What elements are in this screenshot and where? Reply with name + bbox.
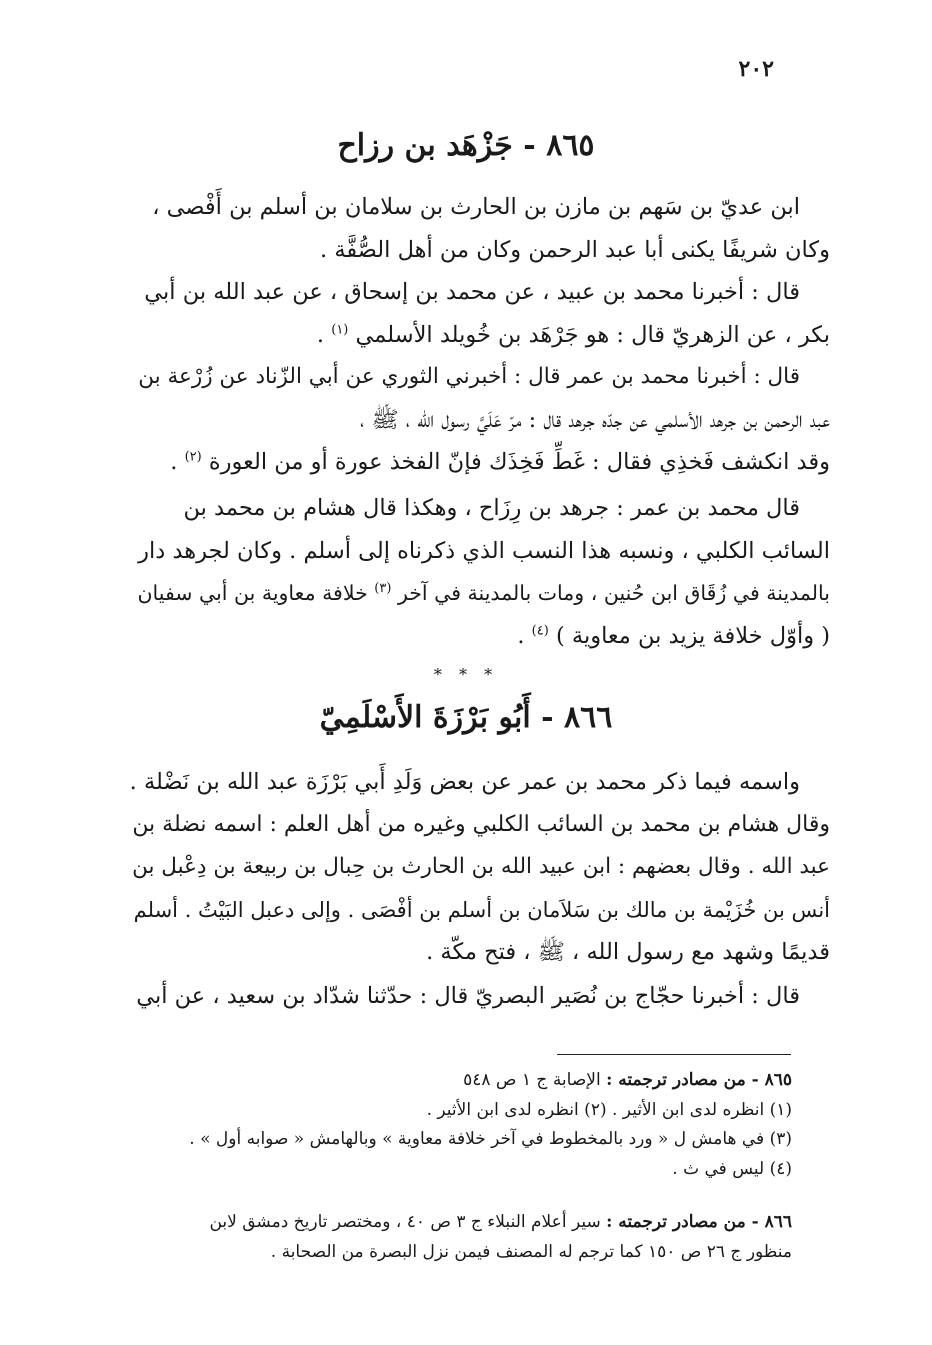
footnote-marker-4: (٤) [531, 623, 549, 639]
sources-text: الإصابة ج ١ ص ٥٤٨ [463, 1070, 601, 1090]
entry-865-paragraph-2 [130, 271, 830, 356]
text-line-with-footnote [130, 615, 830, 658]
footnote-row [100, 1096, 792, 1126]
footnote-divider [557, 1054, 791, 1055]
footnote-4: (٤) ليس في ث . [672, 1158, 792, 1179]
text-line: قال محمد بن عمر : جرهد بن رِزَاح ، وهكذا قال هشام بن محمد بن [183, 495, 800, 521]
text-segment: بكر ، عن الزهريّ قال : هو جَرْهَد بن خُويلد الأسلمي [355, 321, 830, 348]
footnote-sources-866-cont: منظور ج ٢٦ ص ١٥٠ كما ترجم له المصنف فيمن نزل البصرة من الصحابة . [270, 1241, 792, 1262]
footnotes-865 [100, 1066, 792, 1184]
text-segment: بالمدينة في زُقَاق ابن حُنين ، ومات بالمدينة في آخر [397, 581, 830, 606]
text-line-with-footnote [130, 441, 830, 484]
text-line: قديمًا وشهد مع رسول الله ، ﷺ ، فتح مكّة . [426, 939, 830, 966]
text-line: وكان شريفًا يكنى أبا عبد الرحمن وكان من أهل الصُّفَّة . [320, 236, 830, 263]
entry-865-paragraph-4 [130, 487, 830, 657]
sources-text: سير أعلام النبلاء ج ٣ ص ٤٠ ، ومختصر تاريخ دمشق لابن [209, 1212, 601, 1232]
sources-label: ٨٦٦ - من مصادر ترجمته : [606, 1212, 792, 1232]
text-line: قال : أخبرنا حجّاج بن نُصَير البصريّ قال : حدّثنا شدّاد بن سعيد ، عن أبي [136, 983, 800, 1009]
page-number: ٢٠٢ [738, 56, 774, 82]
footnote-1: (١) انظره لدى ابن الأثير . [612, 1099, 792, 1120]
text-segment: وقد انكشف فَخذِي فقال : غَطِّ فَخِذَك فإنّ الفخذ عورة أو من العورة [208, 449, 830, 476]
entry-865-paragraph-1 [130, 186, 830, 271]
text-segment: . [316, 321, 332, 348]
footnote-3: (٣) في هامش ل « ورد بالمخطوط في آخر خلافة معاوية » وبالهامش « صوابه أول » . [189, 1129, 792, 1149]
footnote-marker-1: (١) [331, 322, 349, 338]
footnote-2: (٢) انظره لدى ابن الأثير . [426, 1099, 607, 1120]
footnote-marker-3: (٣) [374, 581, 392, 597]
text-line: عبد الله . وقال بعضهم : ابن عبيد الله بن الحارث بن حِبال بن ربيعة بن دِعْبل بن [132, 854, 830, 880]
entry-866-paragraph-1 [130, 761, 830, 974]
text-line: السائب الكلبي ، ونسبه هذا النسب الذي ذكرناه إلى أسلم . وكان لجرهد دار [138, 537, 830, 564]
entry-865-heading: ٨٦٥ - جَزْهَد بن رزاح [337, 128, 595, 163]
text-line: قال : أخبرنا محمد بن عبيد ، عن محمد بن إسحاق ، عن عبد الله بن أبي [144, 279, 800, 305]
footnote-marker-2: (٢) [184, 449, 202, 465]
text-line: واسمه فيما ذكر محمد بن عمر عن بعض وَلَدِ أَبي بَرْزَة عبد الله بن نَضْلة . [129, 769, 800, 795]
text-line-with-footnote [130, 572, 830, 615]
text-segment: . [517, 622, 532, 649]
footnotes-866 [100, 1208, 792, 1267]
text-line: أنس بن خُزَيْمة بن مالك بن سَلاَمان بن أسلم بن أفْصَى . وإلى دعبل البَيْتُ . أسلم [133, 897, 830, 922]
text-line: وقال هشام بن محمد بن السائب الكلبي وغيره من أهل العلم : اسمه نضلة بن [132, 811, 830, 837]
sources-label: ٨٦٥ - من مصادر ترجمته : [606, 1070, 792, 1090]
text-line-with-footnote [130, 314, 830, 357]
footnote-sources-865 [100, 1066, 792, 1096]
footnote-sources-866 [100, 1208, 792, 1238]
text-line: ابن عديّ بن سَهم بن مازن بن الحارث بن سلامان بن أسلم بن أَفْصى ، [152, 194, 800, 220]
entry-866-heading: ٨٦٦ - أَبُو بَرْزَةَ الأَسْلَمِيّ [319, 700, 613, 735]
entry-865-paragraph-3 [130, 356, 830, 484]
text-line: عبد الرحمن بن جرهد الأسلمي عن جدّه جرهد قال : مرّ عَلَيَّ رسول الله ، ﷺ ، [360, 406, 830, 433]
section-separator: * * * [433, 665, 499, 684]
text-segment: ( وأوّل خلافة يزيد بن معاوية ) [555, 622, 830, 649]
text-segment: . [170, 449, 185, 476]
text-line: قال : أخبرنا محمد بن عمر قال : أخبرني الثوري عن أبي الزّناد عن زُرْعة بن [138, 364, 800, 389]
text-segment: خلافة معاوية بن أبي سفيان [137, 581, 375, 606]
entry-866-paragraph-2 [130, 975, 830, 1018]
